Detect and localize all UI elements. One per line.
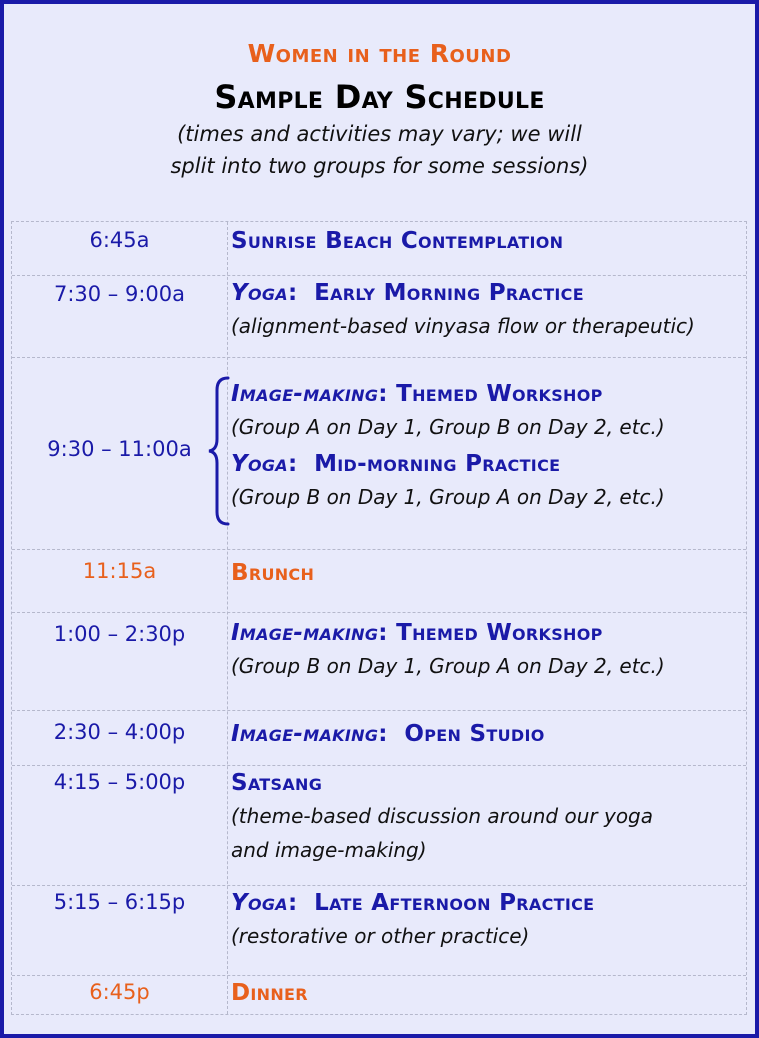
activity-category: Image-making [231,381,379,407]
activity-heading: Image-making: Themed Workshop [231,620,603,646]
activity-title: Dinner [231,980,308,1006]
activity-heading: Yoga: Early Morning Practice [231,280,584,306]
header [4,40,755,182]
time-cell: 2:30 – 4:00p [53,720,186,744]
activity-heading: Image-making: Open Studio [231,721,545,747]
activity-title: Open Studio [404,721,545,747]
activity-detail: (Group A on Day 1, Group B on Day 2, etc.) [231,415,665,439]
activity-title: Mid-morning Practice [314,451,561,477]
table-row [12,357,746,550]
time-cell: 6:45p [89,980,150,1004]
activity-title: Satsang [231,770,323,796]
activity-detail-line-2: and image-making) [231,838,427,862]
activity-category: Image-making [231,721,379,747]
activity-heading: Yoga: Mid-morning Practice [231,451,561,477]
activity-heading: Yoga: Late Afternoon Practice [231,890,595,916]
activity-title: Sunrise Beach Contemplation [231,228,564,254]
activity-title: Brunch [231,560,315,586]
brace-icon [208,376,232,526]
activity-detail-line-1: (theme-based discussion around our yoga [231,804,654,828]
schedule-table [11,221,747,1015]
page-title: Sample Day Schedule [214,78,545,116]
time-cell: 9:30 – 11:00a [47,437,192,461]
activity-detail: (restorative or other practice) [231,924,530,948]
activity-category: Yoga [231,890,288,916]
brand-title: Women in the Round [247,39,512,68]
table-row [12,975,746,1016]
activity-title: Late Afternoon Practice [314,890,595,916]
activity-heading: Image-making: Themed Workshop [231,381,603,407]
time-cell: 11:15a [82,559,157,583]
time-cell: 5:15 – 6:15p [53,890,186,914]
time-cell: 1:00 – 2:30p [53,622,186,646]
table-row [12,612,746,711]
activity-category: Yoga [231,451,288,477]
activity-category: Yoga [231,280,288,306]
time-cell: 7:30 – 9:00a [53,282,186,306]
activity-category: Image-making [231,620,379,646]
activity-title: Themed Workshop [396,620,603,646]
table-row [12,765,746,886]
table-row [12,275,746,358]
table-row [12,710,746,766]
note-line-1: (times and activities may vary; we will [177,122,582,146]
schedule-note [4,118,755,182]
schedule-card [4,4,755,1034]
time-cell: 6:45a [89,228,150,252]
time-cell: 4:15 – 5:00p [53,770,186,794]
table-row [12,222,746,275]
activity-detail: (Group B on Day 1, Group A on Day 2, etc.) [231,654,665,678]
note-line-2: split into two groups for some sessions) [170,154,589,178]
table-row [12,549,746,613]
table-row [12,885,746,976]
activity-title: Early Morning Practice [314,280,584,306]
activity-detail: (Group B on Day 1, Group A on Day 2, etc.) [231,485,665,509]
activity-detail: (alignment-based vinyasa flow or therapeutic) [231,314,695,338]
activity-title: Themed Workshop [396,381,603,407]
